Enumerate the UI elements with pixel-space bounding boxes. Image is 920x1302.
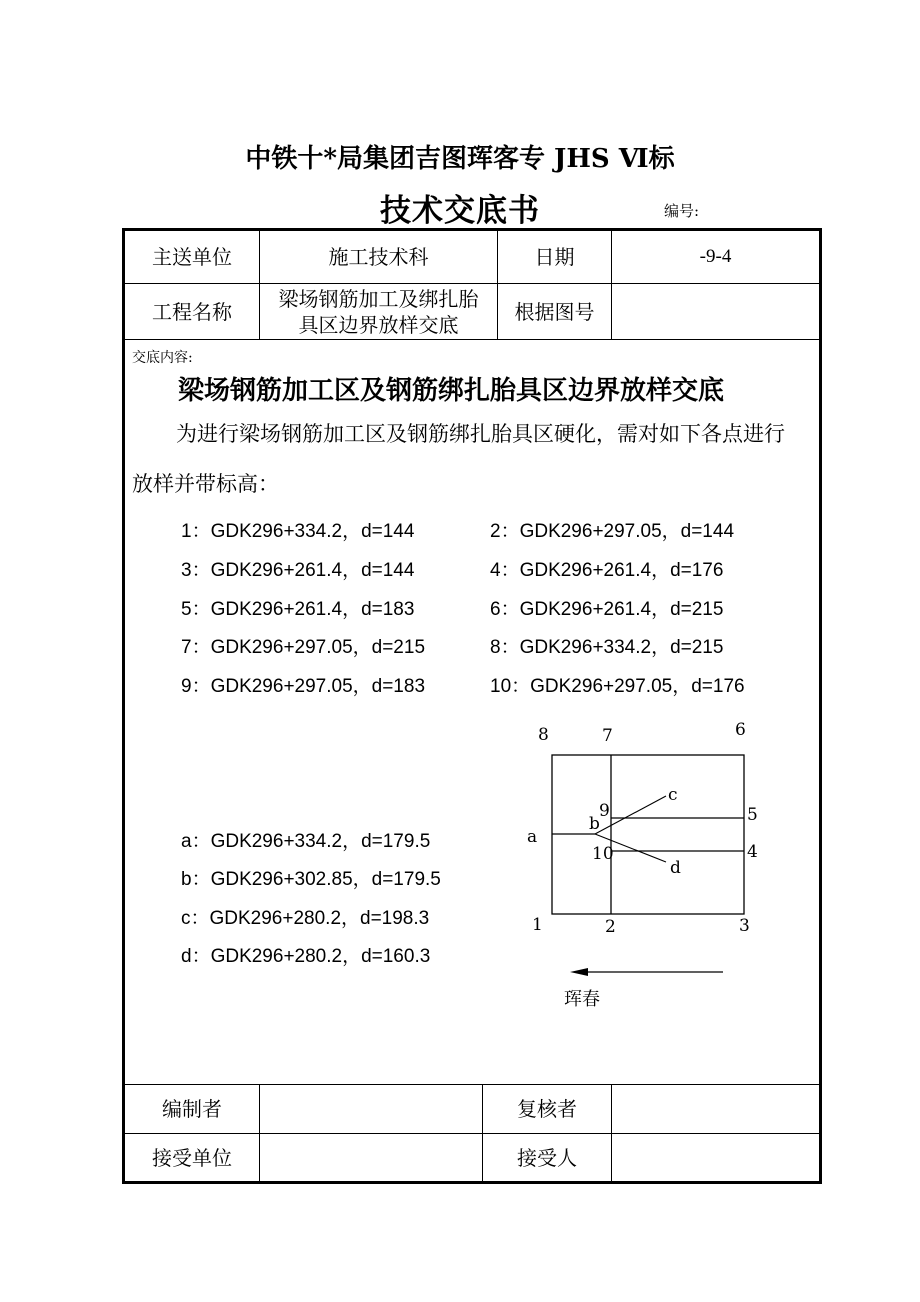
receiver-value (612, 1134, 819, 1181)
point-item: 5：GDK296+261.4，d=183 (181, 599, 415, 620)
project-value: 梁场钢筋加工及绑扎胎具区边界放样交底 (278, 286, 479, 337)
corner-label: 10 (592, 844, 614, 864)
aux-point-item: b：GDK296+302.85，d=179.5 (181, 869, 441, 890)
date-value: -9-4 (699, 246, 732, 267)
aux-point-item: c：GDK296+280.2，d=198.3 (181, 908, 430, 929)
aux-point-item: d：GDK296+280.2，d=160.3 (181, 946, 431, 967)
point-item: 10：GDK296+297.05，d=176 (490, 676, 745, 697)
date-label: 日期 (534, 245, 575, 269)
direction-label: 珲春 (564, 989, 600, 1010)
aux-label: c (668, 785, 678, 805)
drawing-no-label: 根据图号 (514, 299, 595, 324)
compiler-label: 编制者 (162, 1097, 222, 1121)
project-label: 工程名称 (152, 299, 232, 324)
aux-label: d (670, 858, 681, 878)
sender-label: 主送单位 (152, 245, 232, 269)
point-item: 3：GDK296+261.4，d=144 (181, 560, 415, 581)
corner-label: 4 (747, 842, 758, 862)
point-item: 8：GDK296+334.2，d=215 (490, 637, 724, 658)
intro-paragraph-line1: 为进行梁场钢筋加工区及钢筋绑扎胎具区硬化，需对如下各点进行 (176, 422, 785, 446)
reviewer-value (612, 1085, 819, 1133)
sender-value: 施工技术科 (328, 245, 429, 269)
doc-title: 技术交底书 (380, 193, 540, 229)
point-item: 2：GDK296+297.05，d=144 (490, 521, 735, 542)
receiver-label: 接受人 (517, 1145, 577, 1170)
point-item: 1：GDK296+334.2，d=144 (181, 521, 415, 542)
corner-label: 3 (739, 916, 750, 936)
point-item: 6：GDK296+261.4，d=215 (490, 599, 724, 620)
aux-label: a (527, 827, 538, 847)
org-title: 中铁十*局集团吉图珲客专 JHS Ⅵ标 (245, 144, 675, 174)
drawing-no-value (612, 284, 819, 339)
corner-label: 6 (735, 720, 746, 740)
boundary-diagram (500, 712, 790, 982)
point-item: 9：GDK296+297.05，d=183 (181, 676, 426, 697)
point-item: 4：GDK296+261.4，d=176 (490, 560, 724, 581)
corner-label: 1 (532, 915, 543, 935)
corner-label: 9 (599, 801, 610, 821)
compiler-value (260, 1085, 482, 1133)
point-item: 7：GDK296+297.05，d=215 (181, 637, 426, 658)
reviewer-label: 复核者 (517, 1097, 577, 1121)
corner-label: 7 (602, 726, 613, 746)
intro-paragraph-line2: 放样并带标高： (132, 472, 279, 496)
row-divider (125, 339, 819, 340)
content-title: 梁场钢筋加工区及钢筋绑扎胎具区边界放样交底 (178, 376, 725, 406)
doc-number-label: 编号: (664, 202, 700, 220)
aux-label: b (589, 814, 600, 834)
aux-point-item: a：GDK296+334.2，d=179.5 (181, 831, 431, 852)
receiver-unit-label: 接受单位 (152, 1145, 232, 1170)
corner-label: 2 (605, 917, 616, 937)
corner-label: 8 (538, 725, 549, 745)
content-label: 交底内容: (132, 350, 193, 366)
arrow-left-icon (570, 968, 588, 976)
corner-label: 5 (747, 805, 758, 825)
receiver-unit-value (260, 1134, 482, 1181)
